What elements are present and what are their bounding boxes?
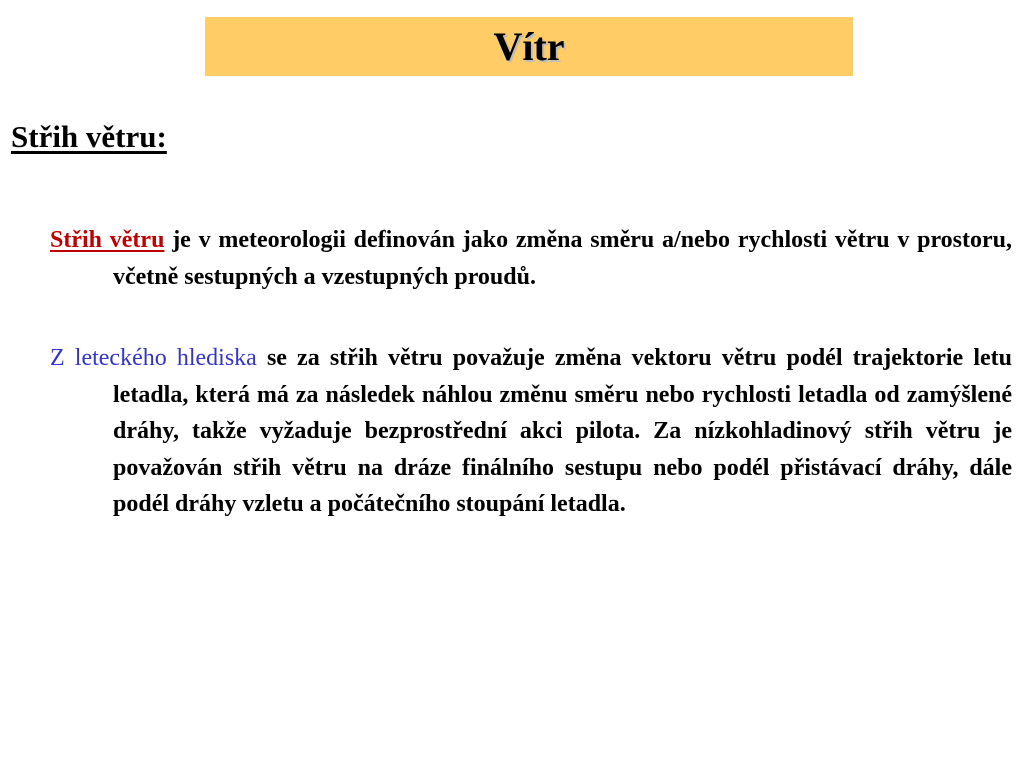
aviation-term: Z leteckého hlediska (50, 345, 257, 371)
section-heading: Střih větru: (11, 119, 167, 154)
definition-term: Střih větru (50, 227, 165, 253)
definition-paragraph (50, 222, 1012, 295)
aviation-paragraph (50, 340, 1012, 523)
title-banner (205, 17, 853, 76)
aviation-text: se za střih větru považuje změna vektoru větru podél trajektorie letu letadla, která má za následek náhlou změnu směru nebo rychlosti letadla od zamýšlené dráhy, takže vyžaduje bezprostřední akci pilota. Za nízkohladinový střih větru je považován střih větru na dráze finálního sestupu nebo podél přistávací dráhy, dále podél dráhy vzletu a počátečního stoupání letadla. (113, 345, 1012, 517)
definition-text: je v meteorologii definován jako změna směru a/nebo rychlosti větru v prostoru, včetně sestupných a vzestupných proudů. (113, 227, 1012, 290)
slide-title: Vítr (493, 23, 565, 69)
